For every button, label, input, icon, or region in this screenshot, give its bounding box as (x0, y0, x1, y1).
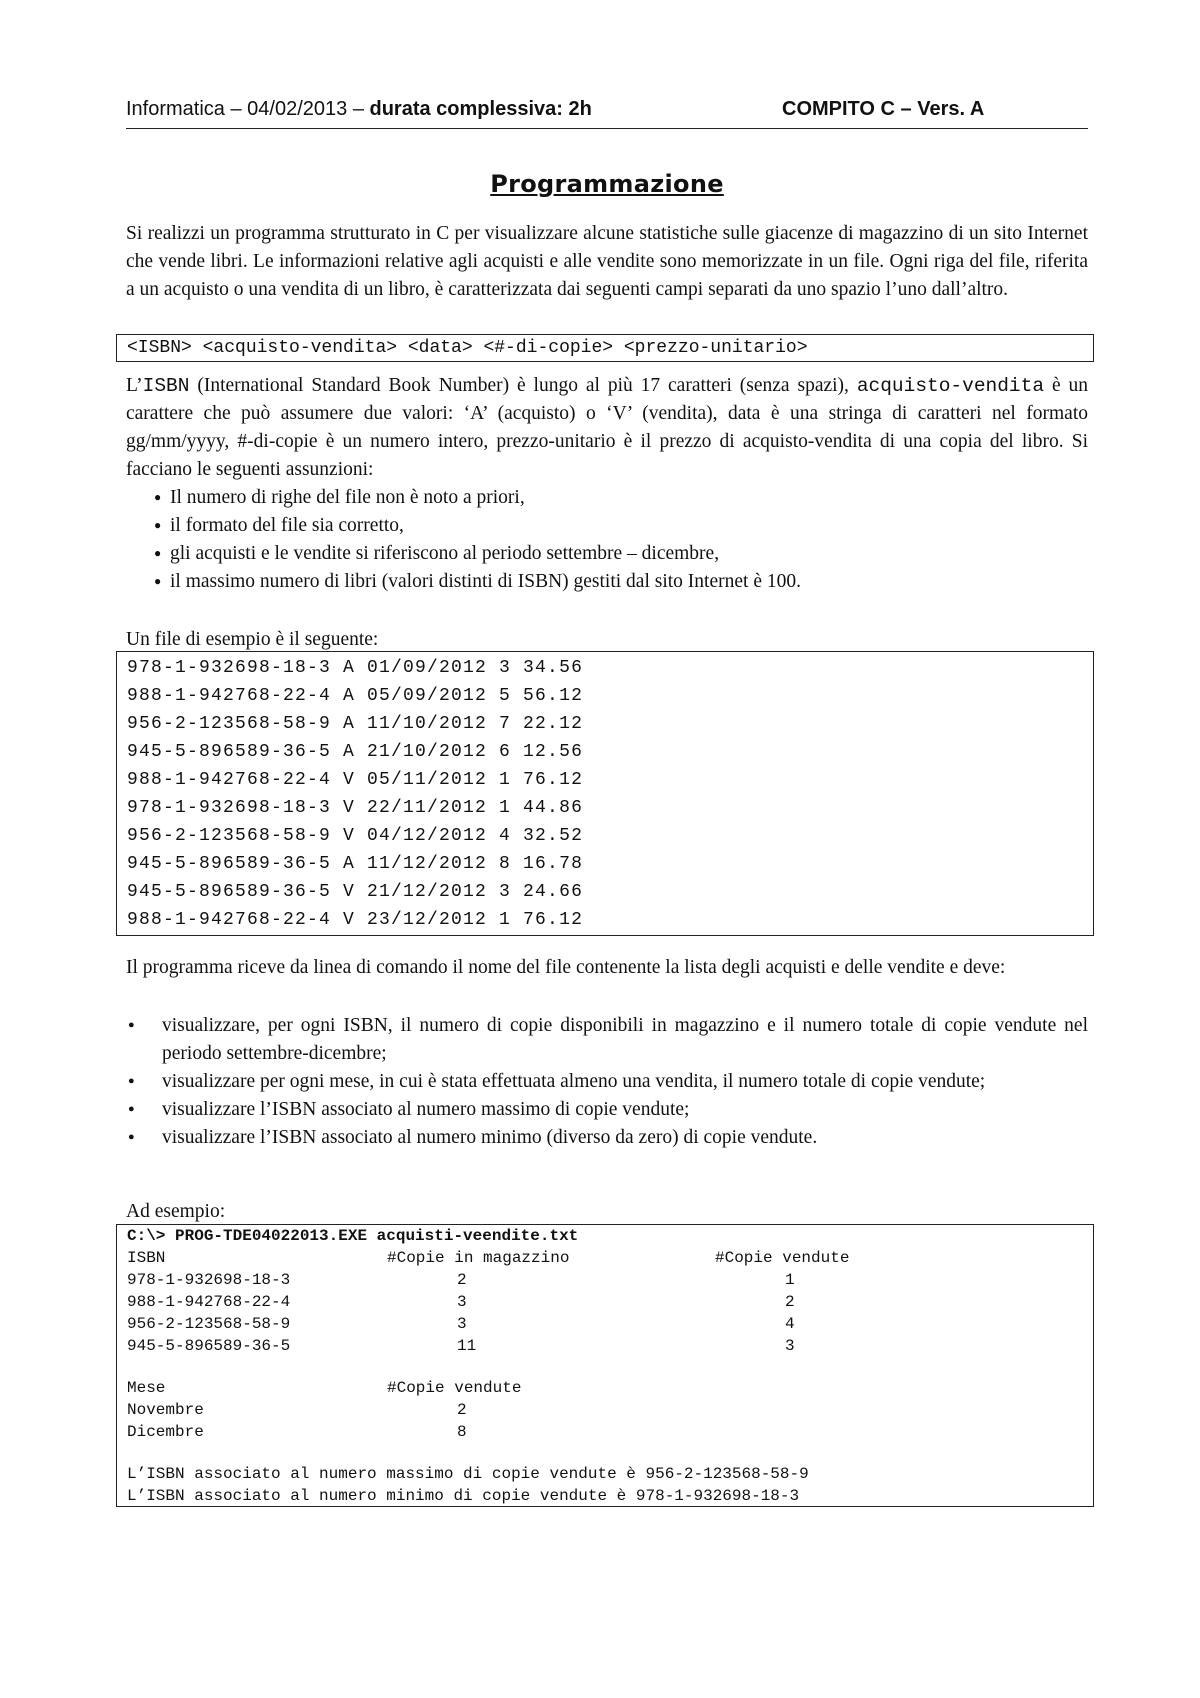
desc-text: è un carattere che può assumere due valori: ‘A’ (acquisto) o ‘V’ (vendita), data è una stringa di caratteri nel formato gg/mm/yyyy, #-di-copie è un numero intero, prezzo-unitario è il prezzo di acquisto-vendita di una copia del libro. Si facciano le seguenti assunzioni: (126, 375, 1088, 480)
task-item: ● visualizzare l’ISBN associato al numero minimo (diverso da zero) di copie vendute. (126, 1124, 1088, 1152)
file-line: 988-1-942768-22-4 V 23/12/2012 1 76.12 (127, 910, 584, 930)
cell-copie-vendute: 2 (785, 1293, 795, 1311)
cell-isbn: 988-1-942768-22-4 (127, 1293, 291, 1311)
cell-copie-magazzino: 3 (457, 1293, 467, 1311)
month-row (127, 1421, 1093, 1443)
table-row (127, 1269, 1093, 1291)
header-date: Informatica – 04/02/2013 – (126, 98, 370, 120)
column-header-isbn: ISBN (127, 1249, 166, 1267)
record-format-box: <ISBN> <acquisto-vendita> <data> <#-di-copie> <prezzo-unitario> (116, 334, 1094, 362)
header-duration: durata complessiva: 2h (369, 98, 592, 120)
cell-month: Novembre (127, 1401, 204, 1419)
header-course-info (126, 98, 592, 121)
header-exam-version: COMPITO C – Vers. A (782, 98, 985, 120)
column-header-copie-vendute: #Copie vendute (715, 1249, 850, 1267)
month-header-row (127, 1377, 1093, 1399)
cell-isbn: 978-1-932698-18-3 (127, 1271, 291, 1289)
file-line: 945-5-896589-36-5 A 21/10/2012 6 12.56 (127, 742, 584, 762)
page-header (126, 98, 1088, 129)
cell-copie-vendute: 2 (457, 1401, 467, 1419)
cell-copie-vendute: 3 (785, 1337, 795, 1355)
desc-acquisto-vendita-code: acquisto-vendita (856, 375, 1045, 397)
page-title: Programmazione (490, 170, 724, 198)
table-row (127, 1335, 1093, 1357)
table-row (127, 1313, 1093, 1335)
desc-text: (International Standard Book Number) è lungo al più 17 caratteri (senza spazi), (189, 375, 857, 396)
output-example-box (116, 1224, 1094, 1507)
file-line: 988-1-942768-22-4 A 05/09/2012 5 56.12 (127, 686, 584, 706)
cell-copie-vendute: 8 (457, 1423, 467, 1441)
month-row (127, 1399, 1093, 1421)
task-item: ● visualizzare, per ogni ISBN, il numero di copie disponibili in magazzino e il numero totale di copie vendute nel periodo settembre-dicembre; (126, 1012, 1088, 1068)
assumption-item: ● Il numero di righe del file non è noto a priori, (154, 484, 801, 512)
file-line: 978-1-932698-18-3 A 01/09/2012 3 34.56 (127, 658, 584, 678)
cell-copie-magazzino: 11 (457, 1337, 477, 1355)
example-file-box (116, 651, 1094, 936)
cell-copie-vendute: 4 (785, 1315, 795, 1333)
tasks-list (126, 1012, 1088, 1152)
intro-paragraph: Si realizzi un programma strutturato in C per visualizzare alcune statistiche sulle giacenze di magazzino di un sito Internet che vende libri. Le informazioni relative agli acquisti e alle vendite sono memorizzate in un file. Ogni riga del file, riferita a un acquisto o una vendita di un libro, è caratterizzata dai seguenti campi separati da uno spazio l’uno dall’altro. (126, 223, 1088, 300)
table-row (127, 1291, 1093, 1313)
assumption-item: ● il formato del file sia corretto, (154, 512, 801, 540)
column-header-copie-magazzino: #Copie in magazzino (387, 1249, 570, 1267)
file-line: 945-5-896589-36-5 V 21/12/2012 3 24.66 (127, 882, 584, 902)
max-isbn-line: L’ISBN associato al numero massimo di copie vendute è 956-2-123568-58-9 (127, 1465, 809, 1483)
cell-copie-magazzino: 2 (457, 1271, 467, 1289)
assumptions-list (154, 484, 801, 596)
field-description (126, 372, 1088, 484)
cell-copie-magazzino: 3 (457, 1315, 467, 1333)
desc-text: L’ (126, 375, 143, 396)
column-header-copie-vendute: #Copie vendute (387, 1379, 522, 1397)
task-item: ● visualizzare per ogni mese, in cui è stata effettuata almeno una vendita, il numero totale di copie vendute; (126, 1068, 1088, 1096)
task-item: ● visualizzare l’ISBN associato al numero massimo di copie vendute; (126, 1096, 1088, 1124)
assumption-item: ● il massimo numero di libri (valori distinti di ISBN) gestiti dal sito Internet è 100. (154, 568, 801, 596)
table-header-row (127, 1247, 1093, 1269)
desc-isbn-code: ISBN (142, 375, 190, 397)
output-example-label: Ad esempio: (126, 1201, 226, 1222)
cell-month: Dicembre (127, 1423, 204, 1441)
file-line: 956-2-123568-58-9 V 04/12/2012 4 32.52 (127, 826, 584, 846)
spacer (127, 1357, 1093, 1377)
assumption-item: ● gli acquisti e le vendite si riferiscono al periodo settembre – dicembre, (154, 540, 801, 568)
program-requirements-intro: Il programma riceve da linea di comando il nome del file contenente la lista degli acquisti e delle vendite e deve: (126, 957, 1006, 978)
file-line: 956-2-123568-58-9 A 11/10/2012 7 22.12 (127, 714, 584, 734)
file-line: 978-1-932698-18-3 V 22/11/2012 1 44.86 (127, 798, 584, 818)
cell-copie-vendute: 1 (785, 1271, 795, 1289)
file-line: 945-5-896589-36-5 A 11/12/2012 8 16.78 (127, 854, 584, 874)
cell-isbn: 956-2-123568-58-9 (127, 1315, 291, 1333)
min-isbn-line: L’ISBN associato al numero minimo di copie vendute è 978-1-932698-18-3 (127, 1487, 800, 1505)
example-file-label: Un file di esempio è il seguente: (126, 629, 379, 650)
spacer (127, 1443, 1093, 1463)
command-line: C:\> PROG-TDE04022013.EXE acquisti-veendite.txt (127, 1227, 579, 1245)
column-header-mese: Mese (127, 1379, 166, 1397)
cell-isbn: 945-5-896589-36-5 (127, 1337, 291, 1355)
file-line: 988-1-942768-22-4 V 05/11/2012 1 76.12 (127, 770, 584, 790)
